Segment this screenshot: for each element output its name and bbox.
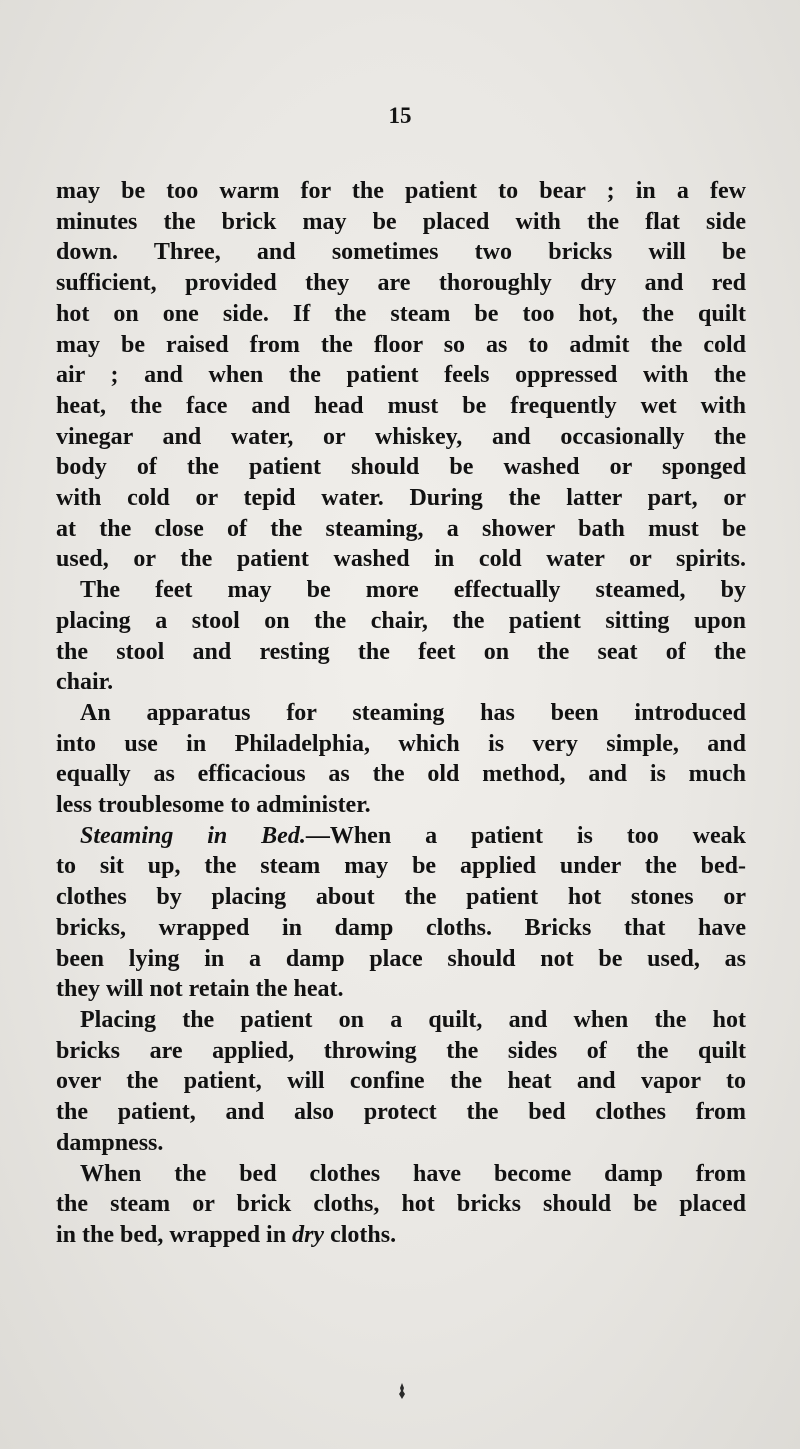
- text-line: the steam or brick cloths, hot bricks should be placed: [56, 1191, 746, 1218]
- text-line: air ; and when the patient feels oppressed with the: [56, 362, 746, 389]
- text-line: An apparatus for steaming has been introduced: [80, 699, 746, 726]
- text-line: placing a stool on the chair, the patient sitting upon: [56, 607, 746, 634]
- text-line: bricks, wrapped in damp cloths. Bricks that have: [56, 914, 746, 941]
- text-line: used, or the patient washed in cold water or spirits.: [56, 546, 746, 573]
- text-line: less troublesome to administer.: [56, 792, 371, 819]
- page-number: 15: [388, 103, 412, 128]
- text-line: equally as efficacious as the old method, and is much: [56, 761, 746, 788]
- text-line: [56, 821, 746, 852]
- text-span: cloths.: [324, 1221, 397, 1248]
- emphasis: dry: [292, 1221, 325, 1248]
- text-line: to sit up, the steam may be applied under the bed-: [56, 853, 746, 880]
- text-line: over the patient, will confine the heat and vapor to: [56, 1068, 746, 1095]
- text-line: the stool and resting the feet on the seat of the: [56, 638, 746, 665]
- text-line: vinegar and water, or whiskey, and occasionally the: [56, 423, 746, 450]
- ink-mark: [396, 1382, 408, 1400]
- text-line: [56, 1220, 746, 1251]
- text-line: chair.: [56, 669, 114, 696]
- text-line: body of the patient should be washed or sponged: [56, 454, 746, 481]
- section-heading: Steaming in Bed.: [80, 822, 306, 849]
- text-span: —When a patient is too weak: [305, 822, 746, 849]
- text-line: at the close of the steaming, a shower bath must be: [56, 515, 746, 542]
- text-line: The feet may be more effectually steamed, by: [80, 577, 746, 604]
- text-line: When the bed clothes have become damp from: [80, 1160, 746, 1187]
- text-line: into use in Philadelphia, which is very simple, and: [56, 730, 746, 757]
- text-span: in the bed, wrapped in: [56, 1221, 293, 1248]
- text-line: down. Three, and sometimes two bricks will be: [56, 239, 746, 266]
- text-line: with cold or tepid water. During the latter part, or: [56, 485, 746, 512]
- text-line: may be too warm for the patient to bear ; in a few: [56, 178, 746, 204]
- text-line: been lying in a damp place should not be used, as: [56, 945, 746, 972]
- text-line: minutes the brick may be placed with the flat side: [56, 208, 746, 235]
- text-line: clothes by placing about the patient hot stones or: [56, 884, 746, 911]
- text-line: heat, the face and head must be frequently wet with: [56, 392, 746, 419]
- text-line: bricks are applied, throwing the sides of the quilt: [56, 1037, 746, 1064]
- text-line: dampness.: [56, 1129, 164, 1156]
- text-line: may be raised from the floor so as to admit the cold: [56, 331, 746, 358]
- text-line: the patient, and also protect the bed clothes from: [56, 1099, 746, 1126]
- text-line: hot on one side. If the steam be too hot, the quilt: [56, 300, 746, 327]
- text-line: sufficient, provided they are thoroughly dry and red: [56, 270, 746, 297]
- text-line: they will not retain the heat.: [56, 976, 344, 1003]
- body-text: [56, 176, 746, 1251]
- text-line: Placing the patient on a quilt, and when the hot: [80, 1006, 746, 1033]
